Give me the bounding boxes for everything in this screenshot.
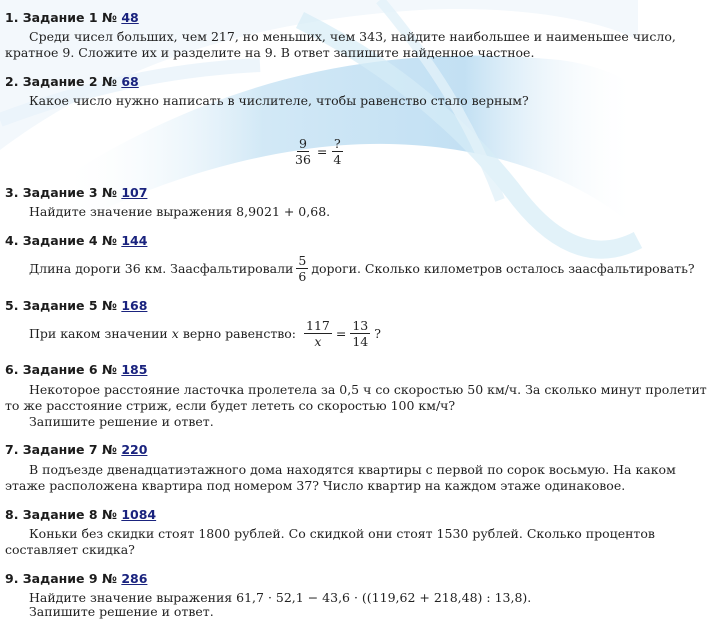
- task-6-number-link[interactable]: 185: [121, 362, 148, 377]
- fraction-numerator: ?: [334, 136, 341, 151]
- task-7-header: [5, 442, 147, 457]
- fraction-denominator: 36: [295, 152, 311, 167]
- task-6-line-1: Некоторое расстояние ласточка пролетела за 0,5 ч со скоростью 50 км/ч. За сколько минут пролетит: [29, 382, 707, 397]
- task-2-number-link[interactable]: 68: [121, 74, 139, 89]
- task-5-label: 5. Задание 5 №: [5, 298, 117, 313]
- task-6-header: [5, 362, 147, 377]
- equals-sign: =: [316, 143, 328, 159]
- task-4-label: 4. Задание 4 №: [5, 233, 117, 248]
- fraction-denominator: 6: [298, 269, 307, 284]
- task-7-line-1: В подъезде двенадцатиэтажного дома находятся квартиры с первой по сорок восьмую. На каком: [29, 462, 676, 477]
- task-5-text-before: При каком значении: [29, 325, 168, 341]
- fraction-denominator: x: [314, 334, 322, 349]
- task-7-number-link[interactable]: 220: [121, 442, 148, 457]
- task-5-fraction-right: [350, 318, 370, 349]
- task-9-number-link[interactable]: 286: [121, 571, 148, 586]
- task-1-label: 1. Задание 1 №: [5, 10, 117, 25]
- task-5-text-mid: верно равенство:: [182, 325, 297, 341]
- task-1-line-2: кратное 9. Сложите их и разделите на 9. В ответ запишите найденное частное.: [5, 45, 535, 60]
- task-2-text: Какое число нужно написать в числителе, чтобы равенство стало верным?: [29, 93, 529, 108]
- task-8-number-link[interactable]: 1084: [121, 507, 157, 522]
- task-6-label: 6. Задание 6 №: [5, 362, 117, 377]
- task-4-text: [29, 253, 695, 284]
- task-5-number-link[interactable]: 168: [121, 298, 148, 313]
- task-4-number-link[interactable]: 144: [121, 233, 148, 248]
- task-5-variable: x: [171, 325, 179, 341]
- task-2-header: [5, 74, 139, 89]
- task-9-line-1: Найдите значение выражения 61,7 · 52,1 − 43,6 · ((119,62 + 218,48) : 13,8).: [29, 590, 532, 605]
- task-2-label: 2. Задание 2 №: [5, 74, 117, 89]
- task-1-number-link[interactable]: 48: [121, 10, 139, 25]
- task-3-number-link[interactable]: 107: [121, 185, 148, 200]
- fraction-numerator: 13: [352, 318, 369, 333]
- fraction-denominator: 14: [352, 334, 369, 349]
- task-1-line-1: Среди чисел больших, чем 217, но меньших, чем 343, найдите наибольшее и наименьшее число,: [29, 29, 676, 44]
- task-6-line-3: Запишите решение и ответ.: [29, 414, 214, 429]
- task-9-label: 9. Задание 9 №: [5, 571, 117, 586]
- task-2-fraction-right: [331, 136, 343, 167]
- task-3-header: [5, 185, 147, 200]
- task-7-line-2: этаже расположена квартира под номером 37? Число квартир на каждом этаже одинаковое.: [5, 478, 626, 493]
- task-4-text-after: дороги. Сколько километров осталось заасфальтировать?: [311, 260, 695, 276]
- fraction-denominator: 4: [333, 152, 342, 167]
- task-8-line-2: составляет скидка?: [5, 542, 135, 557]
- fraction-numerator: 5: [298, 253, 307, 268]
- task-6-line-2: то же расстояние стриж, если будет лететь со скоростью 100 км/ч?: [5, 398, 456, 413]
- task-8-label: 8. Задание 8 №: [5, 507, 117, 522]
- question-mark: ?: [374, 325, 381, 341]
- task-3-text: Найдите значение выражения 8,9021 + 0,68.: [29, 204, 331, 219]
- fraction-numerator: 117: [306, 318, 330, 333]
- task-2-equation: [293, 136, 343, 167]
- task-3-label: 3. Задание 3 №: [5, 185, 117, 200]
- task-4-header: [5, 233, 147, 248]
- task-4-fraction: [296, 253, 308, 284]
- task-7-label: 7. Задание 7 №: [5, 442, 117, 457]
- task-9-header: [5, 571, 147, 586]
- task-2-fraction-left: [293, 136, 313, 167]
- task-5-header: [5, 298, 147, 313]
- task-5-text: [29, 318, 381, 349]
- task-9-line-2: Запишите решение и ответ.: [29, 604, 214, 619]
- task-5-fraction-left: [304, 318, 332, 349]
- fraction-numerator: 9: [298, 136, 307, 151]
- task-4-text-before: Длина дороги 36 км. Заасфальтировали: [29, 260, 294, 276]
- task-8-header: [5, 507, 156, 522]
- equals-sign: =: [335, 325, 347, 341]
- task-8-line-1: Коньки без скидки стоят 1800 рублей. Со скидкой они стоят 1530 рублей. Сколько процентов: [29, 526, 655, 541]
- task-1-header: [5, 10, 139, 25]
